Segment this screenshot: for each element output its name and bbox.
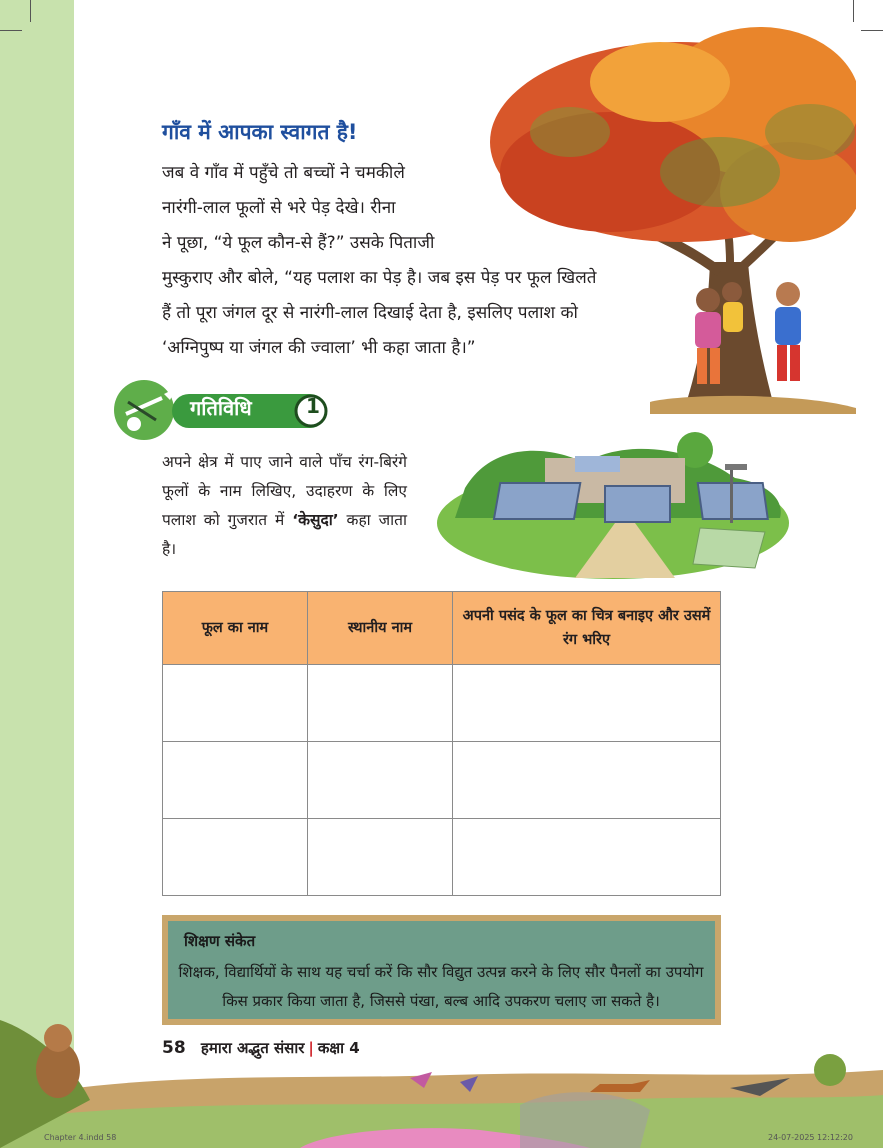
column-header-flower-name: फूल का नाम: [163, 592, 308, 665]
story-line: ने पूछा, “ये फूल कौन-से हैं?” उसके पिताजी: [162, 233, 435, 253]
table-cell[interactable]: [163, 742, 308, 819]
book-title: हमारा अद्भुत संसार: [200, 1039, 305, 1057]
crop-mark: [861, 30, 883, 31]
column-header-drawing: अपनी पसंद के फूल का चित्र बनाइए और उसमें रंग भरिए: [453, 592, 721, 665]
palash-tree-illustration: [480, 22, 856, 414]
page-number: 58: [162, 1038, 186, 1058]
print-timestamp: 24-07-2025 12:12:20: [768, 1133, 853, 1142]
story-line: नारंगी-लाल फूलों से भरे पेड़ देखे। रीना: [162, 198, 396, 218]
left-margin-strip: [0, 0, 74, 1148]
table-cell[interactable]: [163, 819, 308, 896]
table-cell[interactable]: [453, 665, 721, 742]
story-line: हैं तो पूरा जंगल दूर से नारंगी-लाल दिखाई देता है, इसलिए पलाश को: [162, 303, 578, 323]
story-line: ‘अग्निपुष्प या जंगल की ज्वाला’ भी कहा जाता है।”: [162, 338, 476, 358]
story-line: जब वे गाँव में पहुँचे तो बच्चों ने चमकीले: [162, 163, 405, 183]
table-cell[interactable]: [308, 742, 453, 819]
crop-mark: [0, 30, 22, 31]
activity-bold-word: ‘केसुदा’: [292, 511, 339, 529]
column-header-local-name: स्थानीय नाम: [308, 592, 453, 665]
table-row: [163, 819, 721, 896]
crop-mark: [853, 0, 854, 22]
solar-panel-illustration: [435, 428, 790, 580]
table-row: [163, 742, 721, 819]
teaching-note-text: शिक्षक, विद्यार्थियों के साथ यह चर्चा करें कि सौर विद्युत उत्पन्न करने के लिए सौर पैनलों का उपयोग किस प्रकार किया जाता है, जिससे पंखा, बल्ब आदि उपकरण चलाए जा सकते है।: [178, 963, 704, 1010]
flower-table: [162, 591, 721, 896]
activity-label: गतिविधि: [190, 396, 252, 420]
table-row: [163, 665, 721, 742]
table-cell[interactable]: [163, 665, 308, 742]
table-cell[interactable]: [308, 819, 453, 896]
table-header-row: [163, 592, 721, 665]
teaching-note-heading: शिक्षण संकेत: [184, 932, 256, 950]
page-title: गाँव में आपका स्वागत है!: [162, 120, 358, 144]
landscape-illustration: [0, 1000, 883, 1148]
activity-text-before: अपने क्षेत्र में पाए जाने वाले पाँच रंग-बिरंगे फूलों के नाम लिखिए, उदाहरण के लिए पलाश को गुजरात में: [162, 453, 407, 529]
table-cell[interactable]: [308, 665, 453, 742]
crop-mark: [30, 0, 31, 22]
class-label: कक्षा 4: [317, 1039, 360, 1057]
table-cell[interactable]: [453, 819, 721, 896]
activity-instruction: [162, 448, 407, 564]
footer-separator: |: [308, 1039, 314, 1057]
print-file-label: Chapter 4.indd 58: [44, 1133, 117, 1142]
story-line: मुस्कुराए और बोले, “यह पलाश का पेड़ है। जब इस पेड़ पर फूल खिलते: [162, 268, 597, 288]
activity-text-after: कहा जाता है।: [162, 511, 407, 558]
table-cell[interactable]: [453, 742, 721, 819]
activity-number: 1: [306, 394, 320, 418]
